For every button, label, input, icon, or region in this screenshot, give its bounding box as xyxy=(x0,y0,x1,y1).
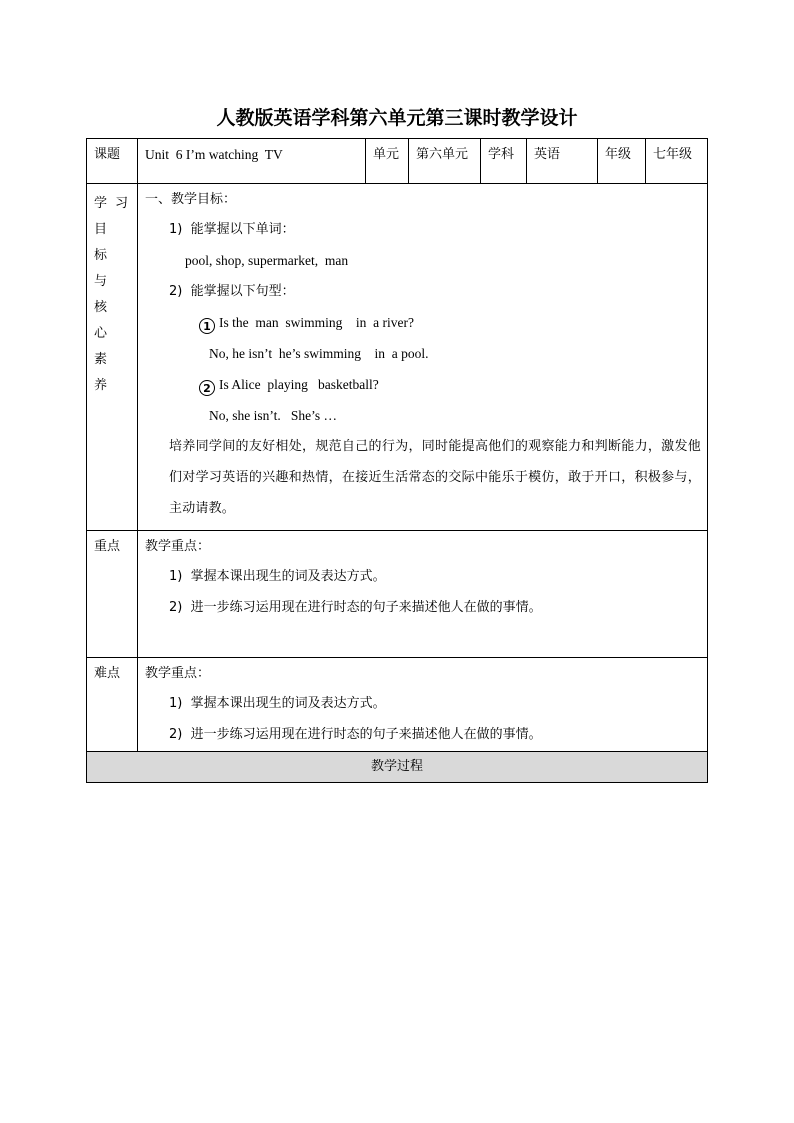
difficult-points-content-cell xyxy=(138,658,708,752)
subject-label: 学科 xyxy=(488,147,515,162)
key-points-item-1: 1) 掌握本课出现生的词及表达方式。 xyxy=(169,569,386,584)
document-title: 人教版英语学科第六单元第三课时教学设计 xyxy=(216,107,578,129)
circled-number-1: 1 xyxy=(199,318,215,334)
header-row xyxy=(87,139,708,184)
key-points-label-cell xyxy=(87,531,138,658)
sentence-1-answer: No, he isn’t he’s swimming in a pool. xyxy=(209,346,429,361)
topic-value: Unit 6 I’m watching TV xyxy=(145,147,283,162)
difficult-points-label-cell xyxy=(87,658,138,752)
objectives-label-line-5: 养 xyxy=(94,378,116,393)
sentence-2-question xyxy=(145,369,707,400)
topic-label: 课题 xyxy=(94,147,121,162)
topic-value-cell xyxy=(138,139,366,184)
difficult-points-heading: 教学重点： xyxy=(145,666,211,681)
objectives-words: pool, shop, supermarket, man xyxy=(185,253,349,268)
objectives-row xyxy=(87,184,708,531)
difficult-points-label: 难点 xyxy=(94,666,121,681)
unit-value: 第六单元 xyxy=(416,147,469,162)
unit-value-cell xyxy=(409,139,481,184)
grade-value: 七年级 xyxy=(653,147,693,162)
sentence-1-question xyxy=(145,307,707,338)
grade-value-cell xyxy=(646,139,708,184)
key-points-label: 重点 xyxy=(94,539,121,554)
unit-label-cell xyxy=(366,139,409,184)
objectives-item-2: 2) 能掌握以下句型： xyxy=(169,284,295,299)
difficult-points-item-1: 1) 掌握本课出现生的词及表达方式。 xyxy=(169,696,386,711)
objectives-label-line-1: 学习 xyxy=(94,196,137,211)
objectives-content-cell xyxy=(138,184,708,531)
difficult-points-row xyxy=(87,658,708,752)
objectives-label-line-3: 与 核 xyxy=(94,274,116,315)
objectives-item-1: 1) 能掌握以下单词： xyxy=(169,222,295,237)
grade-label: 年级 xyxy=(605,147,632,162)
grade-label-cell xyxy=(598,139,646,184)
subject-value: 英语 xyxy=(534,147,561,162)
key-points-row xyxy=(87,531,708,658)
difficult-points-item-2: 2) 进一步练习运用现在进行时态的句子来描述他人在做的事情。 xyxy=(169,727,542,742)
subject-label-cell xyxy=(481,139,527,184)
subject-value-cell xyxy=(527,139,598,184)
key-points-heading: 教学重点： xyxy=(145,539,211,554)
objectives-label-line-2: 目 标 xyxy=(94,222,116,263)
sentence-2-answer: No, she isn’t. She’s … xyxy=(209,408,338,423)
lesson-plan-table xyxy=(86,138,708,783)
key-points-content-cell xyxy=(138,531,708,658)
circled-number-2: 2 xyxy=(199,380,215,396)
key-points-item-2: 2) 进一步练习运用现在进行时态的句子来描述他人在做的事情。 xyxy=(169,600,542,615)
unit-label: 单元 xyxy=(373,147,400,162)
objectives-paragraph: 培养同学间的友好相处，规范自己的行为，同时能提高他们的观察能力和判断能力，激发他们对学习英语的兴趣和热情，在接近生活常态的交际中能乐于模仿，敢于开口，积极参与，主动请教。 xyxy=(169,439,701,516)
objectives-heading: 一、教学目标： xyxy=(145,192,237,207)
objectives-label-cell xyxy=(87,184,138,531)
sentence-2-question-text: Is Alice playing basketball? xyxy=(219,377,379,392)
sentence-1-question-text: Is the man swimming in a river? xyxy=(219,315,414,330)
process-row xyxy=(87,752,708,783)
process-header-cell: 教学过程 xyxy=(87,752,708,783)
topic-label-cell xyxy=(87,139,138,184)
objectives-label-line-4: 心 素 xyxy=(94,326,116,367)
